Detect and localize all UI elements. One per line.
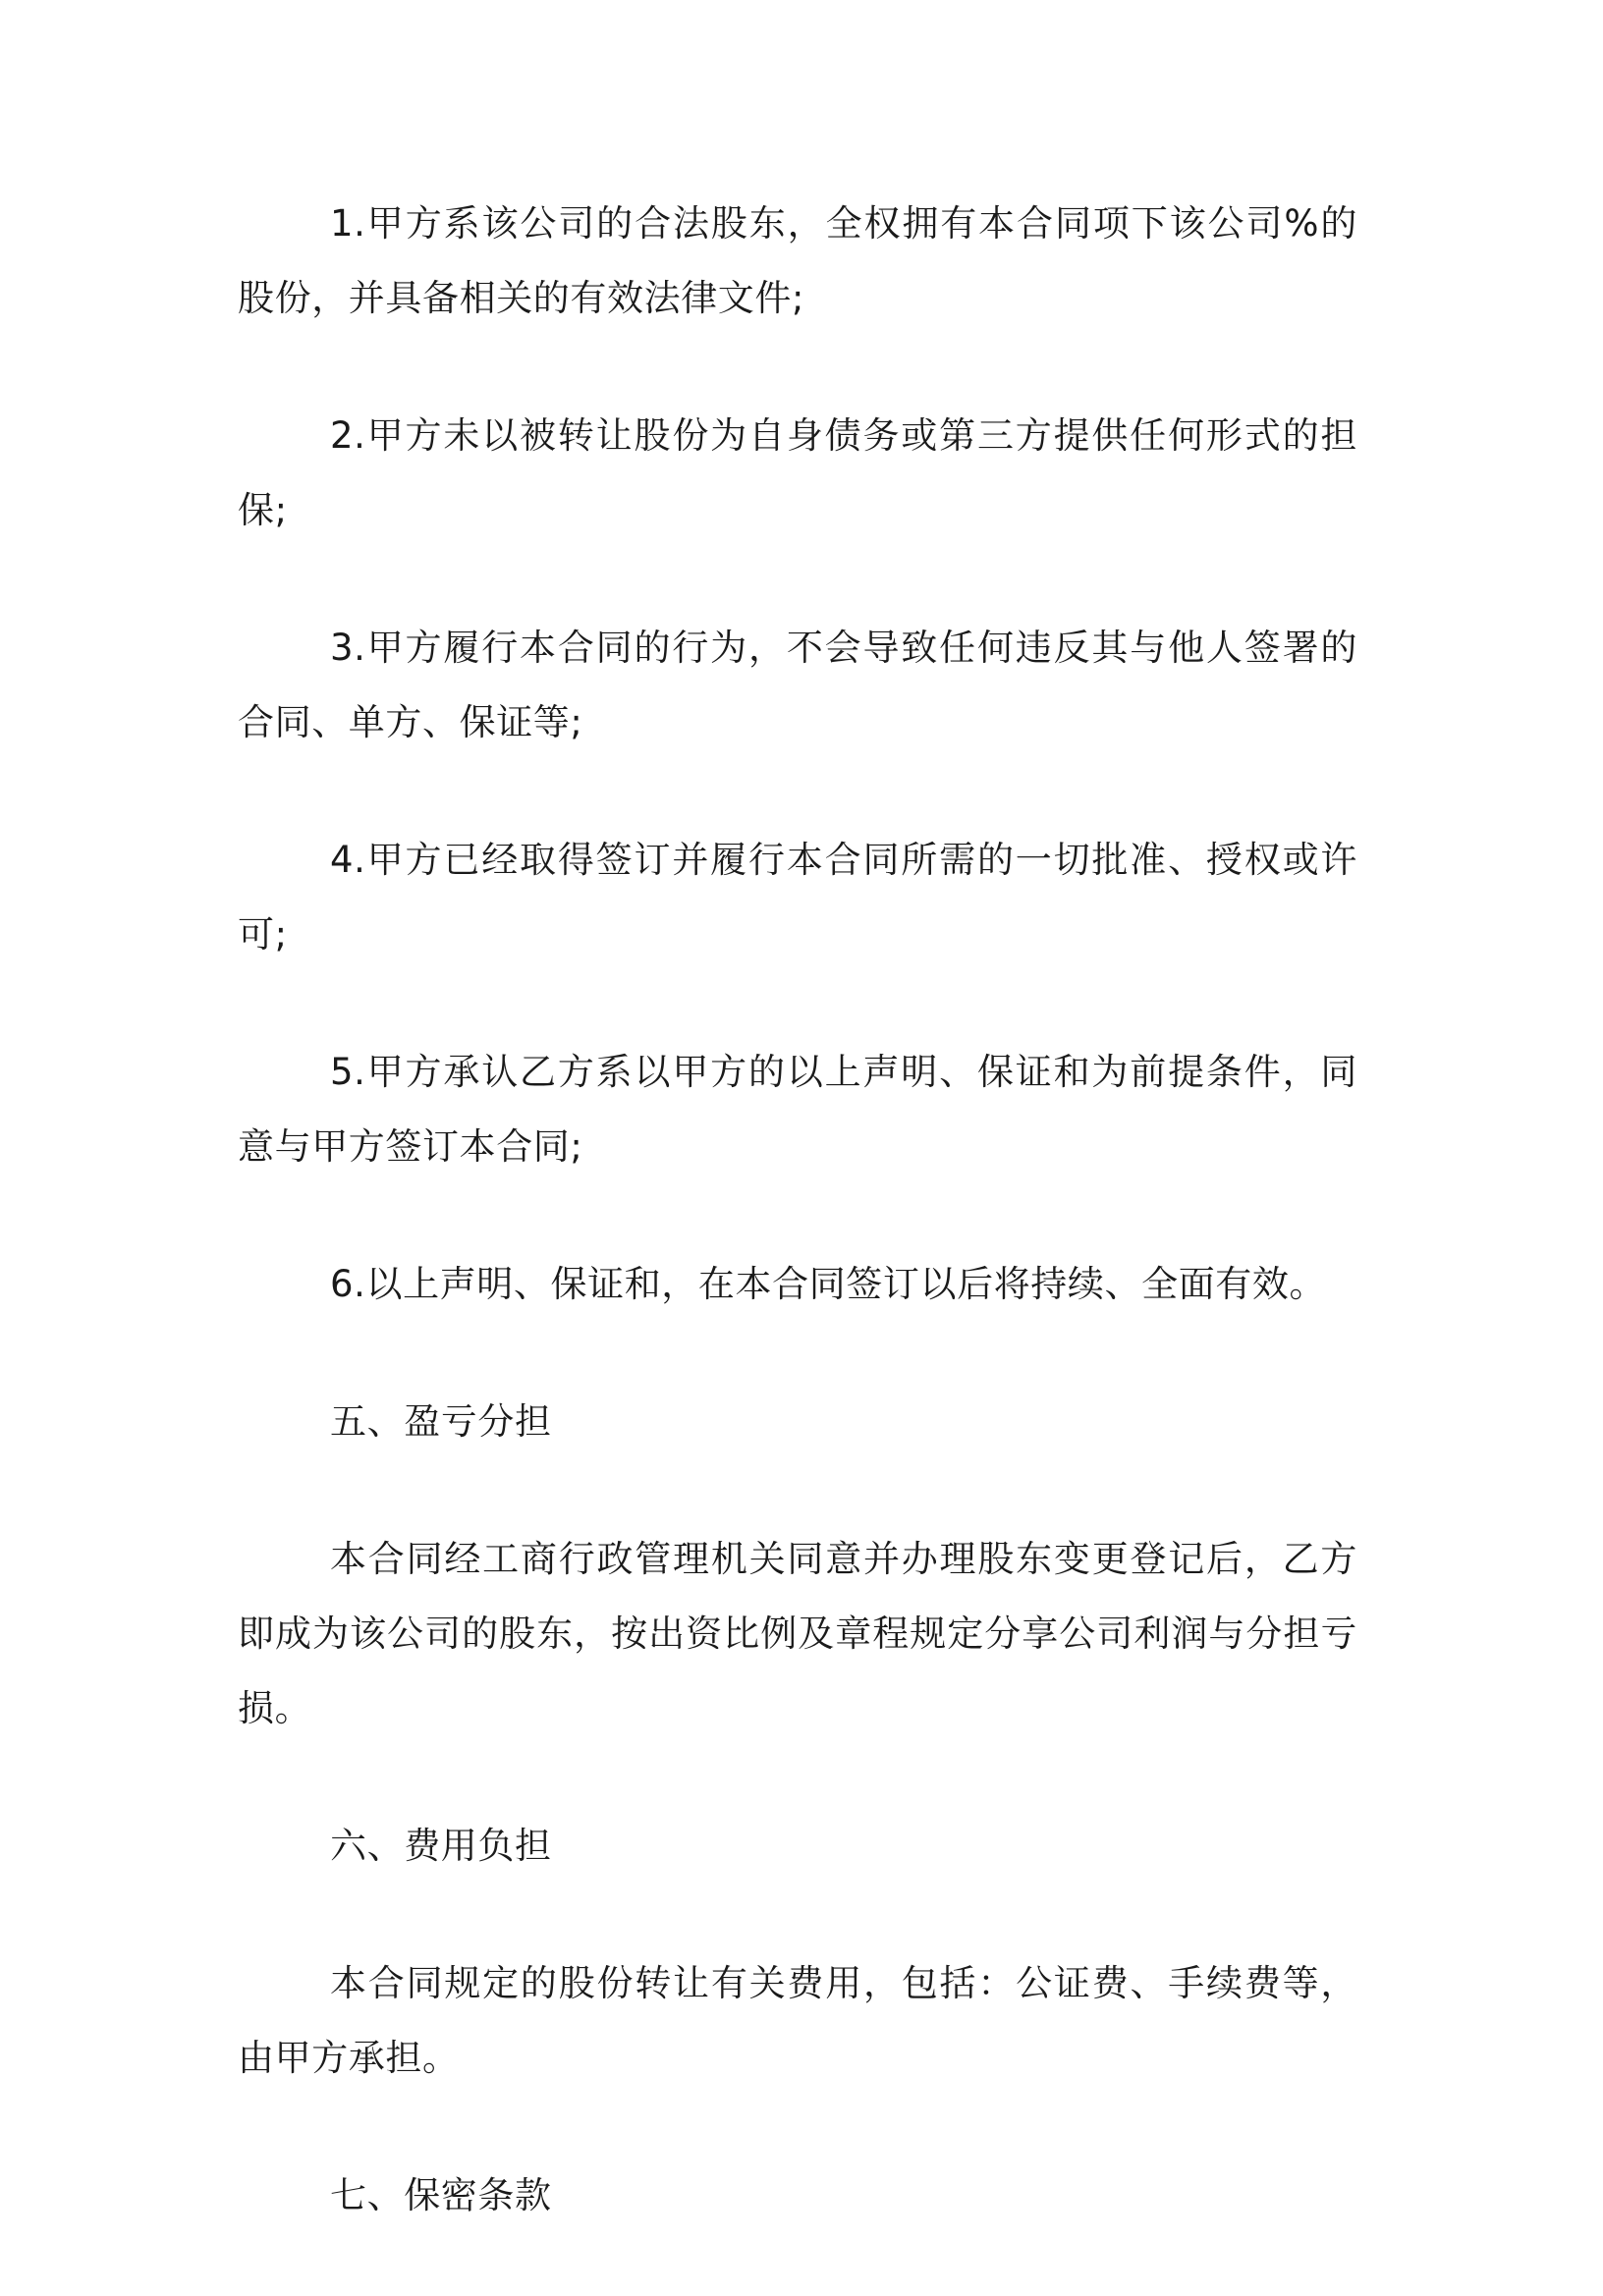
section-heading-profit-loss: 五、盈亏分担 <box>330 1400 552 1443</box>
clause-1: 1.甲方系该公司的合法股东，全权拥有本合同项下该公司%的股份，并具备相关的有效法律文件; <box>238 202 1357 319</box>
clause-2: 2.甲方未以被转让股份为自身债务或第三方提供任何形式的担保; <box>238 414 1357 531</box>
profit-loss-paragraph: 本合同经工商行政管理机关同意并办理股东变更登记后，乙方即成为该公司的股东，按出资比例及章程规定分享公司利润与分担亏损。 <box>238 1538 1357 1729</box>
section-heading-confidentiality: 七、保密条款 <box>330 2174 552 2216</box>
clause-5: 5.甲方承认乙方系以甲方的以上声明、保证和为前提条件，同意与甲方签订本合同; <box>238 1051 1357 1168</box>
clause-3: 3.甲方履行本合同的行为，不会导致任何违反其与他人签署的合同、单方、保证等; <box>238 627 1357 743</box>
document-body <box>238 187 1357 2296</box>
clause-4: 4.甲方已经取得签订并履行本合同所需的一切批准、授权或许可; <box>238 839 1357 956</box>
expenses-paragraph: 本合同规定的股份转让有关费用，包括：公证费、手续费等，由甲方承担。 <box>238 1962 1357 2079</box>
section-heading-expenses: 六、费用负担 <box>330 1825 552 1867</box>
clause-6: 6.以上声明、保证和，在本合同签订以后将持续、全面有效。 <box>330 1263 1327 1305</box>
